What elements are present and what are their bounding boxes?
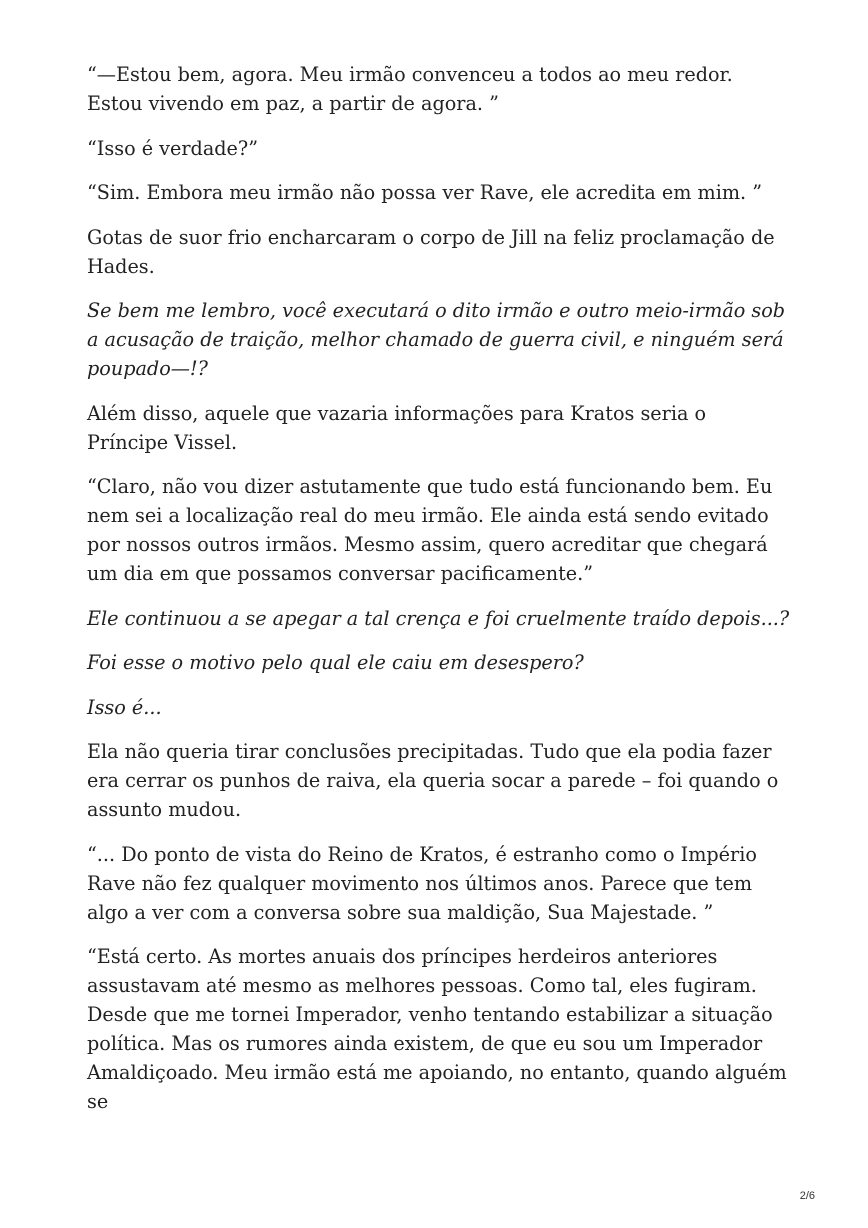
paragraph-12: “... Do ponto de vista do Reino de Kratos, é estranho como o Império Rave não fez qualquer movimento nos últimos anos. Parece que tem algo a ver com a conversa sobre sua maldição, Sua Majestade. ” <box>87 842 757 924</box>
page-number: 2/6 <box>799 1190 815 1202</box>
paragraph-2: “Isso é verdade?” <box>87 136 259 160</box>
paragraph-7: “Claro, não vou dizer astutamente que tudo está funcionando bem. Eu nem sei a localização real do meu irmão. Ele ainda está sendo evitado por nossos outros irmãos. Mesmo assim, quero acreditar que chegará um dia em que possamos conversar pacificamente.” <box>87 475 773 585</box>
paragraph-3: “Sim. Embora meu irmão não possa ver Rave, ele acredita em mim. ” <box>87 181 763 204</box>
paragraph-1: “—Estou bem, agora. Meu irmão convenceu a todos ao meu redor. Estou vivendo em paz, a partir de agora. ” <box>87 63 733 115</box>
paragraph-10-italic: Isso é... <box>87 695 162 719</box>
document-body <box>87 60 793 1132</box>
paragraph-11: Ela não queria tirar conclusões precipitadas. Tudo que ela podia fazer era cerrar os punhos de raiva, ela queria socar a parede – foi quando o assunto mudou. <box>87 740 779 821</box>
paragraph-6: Além disso, aquele que vazaria informações para Kratos seria o Príncipe Vissel. <box>87 401 707 454</box>
paragraph-4: Gotas de suor frio encharcaram o corpo de Jill na feliz proclamação de Hades. <box>87 225 775 278</box>
paragraph-13: “Está certo. As mortes anuais dos príncipes herdeiros anteriores assustavam até mesmo as melhores pessoas. Como tal, eles fugiram. Desde que me tornei Imperador, venho tentando estabilizar a situação política. Mas os rumores ainda existem, de que eu sou um Imperador Amaldiçoado. Meu irmão está me apoiando, no entanto, quando alguém se <box>87 945 787 1113</box>
paragraph-5-italic: Se bem me lembro, você executará o dito irmão e outro meio-irmão sob a acusação de traição, melhor chamado de guerra civil, e ninguém será poupado—!? <box>87 299 786 380</box>
paragraph-8-italic: Ele continuou a se apegar a tal crença e foi cruelmente traído depois...? <box>87 606 790 630</box>
paragraph-9-italic: Foi esse o motivo pelo qual ele caiu em desespero? <box>87 651 584 674</box>
